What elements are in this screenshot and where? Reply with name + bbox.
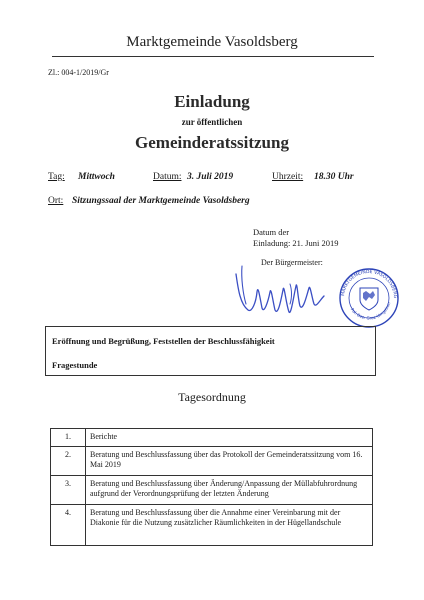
seal-text-bottom: Pol. Bez. Graz-Umgebun xyxy=(349,301,392,321)
agenda-heading: Tagesordnung xyxy=(178,390,246,404)
invitation-date-line1: Datum der xyxy=(253,227,290,237)
agenda-item-text: Beratung und Beschlussfassung über die Annahme einer Vereinbarung mit der Diakonie für die Nutzung zusätzlicher Räumlichkeiten in der Hügellandschule xyxy=(86,505,373,546)
place-label: Ort: xyxy=(48,196,64,206)
agenda-row xyxy=(51,429,373,447)
agenda-item-number: 4. xyxy=(51,505,86,546)
date-value: 3. Juli 2019 xyxy=(187,172,234,182)
reference-number: Zl.: 004-1/2019/Gr xyxy=(48,68,109,77)
agenda-row xyxy=(51,505,373,546)
agenda-item-text: Beratung und Beschlussfassung über das Protokoll der Gemeinderatssitzung vom 16. Mai 2019 xyxy=(86,447,373,476)
agenda-item-text: Beratung und Beschlussfassung über Änderung/Anpassung der Müllabfuhrordnung aufgrund der Verordnungsprüfung der letzten Änderung xyxy=(86,476,373,505)
signature-graphic xyxy=(230,264,340,326)
time-value: 18.30 Uhr xyxy=(314,172,354,182)
mayor-label: Der Bürgermeister: xyxy=(261,258,323,267)
agenda-item-text: Berichte xyxy=(86,429,373,447)
agenda-item-number: 3. xyxy=(51,476,86,505)
day-value: Mittwoch xyxy=(78,172,115,182)
invitation-date-line2: Einladung: 21. Juni 2019 xyxy=(253,238,339,248)
day-label: Tag: xyxy=(48,172,65,182)
invitation-date xyxy=(253,227,338,249)
preliminary-item: Fragestunde xyxy=(52,360,98,370)
agenda-item-number: 1. xyxy=(51,429,86,447)
date-label: Datum: xyxy=(153,172,182,182)
time-label: Uhrzeit: xyxy=(272,172,304,182)
agenda-table xyxy=(50,428,373,546)
agenda-item-number: 2. xyxy=(51,447,86,476)
document-title: Einladung xyxy=(174,92,250,111)
document-subtitle: zur öffentlichen xyxy=(181,117,243,127)
header-divider xyxy=(52,56,374,57)
seal-graphic xyxy=(336,266,402,328)
municipality-header: Marktgemeinde Vasoldsberg xyxy=(126,34,298,50)
agenda-row xyxy=(51,447,373,476)
agenda-row xyxy=(51,476,373,505)
preliminary-item: Eröffnung und Begrüßung, Feststellen der Beschlussfähigkeit xyxy=(52,336,275,346)
place-value: Sitzungssaal der Marktgemeinde Vasoldsberg xyxy=(72,196,250,206)
meeting-type-title: Gemeinderatssitzung xyxy=(135,133,289,152)
seal-text-top: MARKTGEMEINDE VASOLDSBERG xyxy=(341,269,398,299)
